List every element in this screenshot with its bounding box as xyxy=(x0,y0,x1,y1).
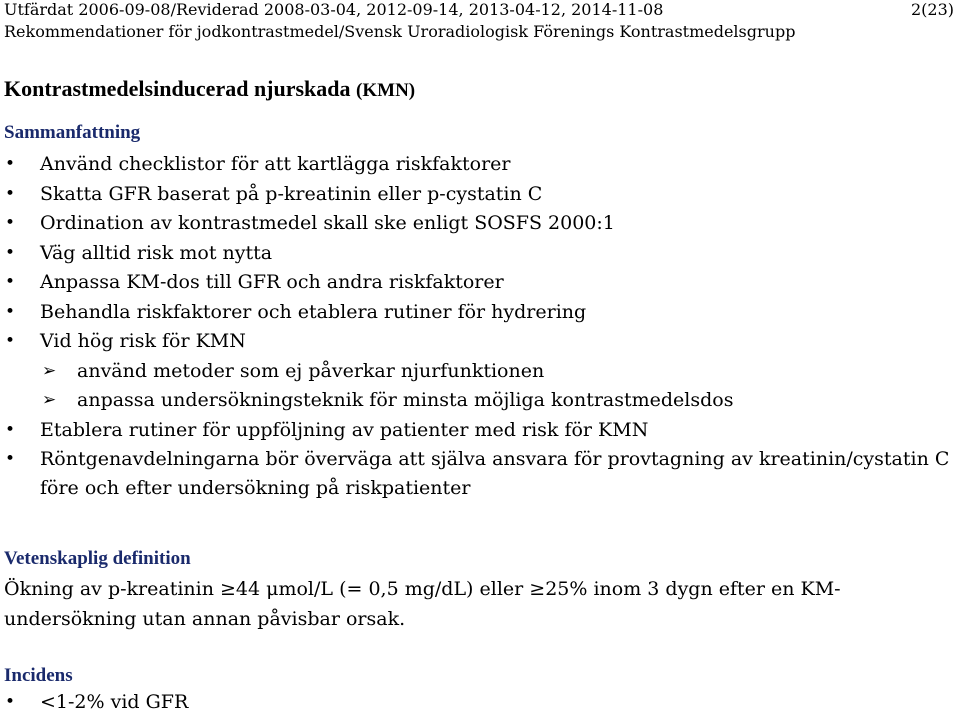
page-title xyxy=(4,75,415,105)
bullet-icon: • xyxy=(5,183,16,204)
definition-line-1: Ökning av p-kreatinin ≥44 μmol/L (= 0,5 mg/dL) eller ≥25% inom 3 dygn efter en KM- xyxy=(4,578,841,600)
page-title-abbr: (KMN) xyxy=(356,80,416,101)
incidence-heading: Incidens xyxy=(4,665,73,686)
list-item-text: Vid hög risk för KMN xyxy=(40,330,246,352)
list-item-text: Etablera rutiner för uppföljning av patienter med risk för KMN xyxy=(40,418,649,441)
bullet-icon: • xyxy=(5,301,16,322)
list-item-text: Röntgenavdelningarna bör överväga att själva ansvara för provtagning av kreatinin/cystatin C xyxy=(40,448,950,470)
sub-list-item-text: använd metoder som ej påverkar njurfunktionen xyxy=(77,359,545,382)
list-item-text: <1-2% vid GFR xyxy=(40,691,189,713)
summary-heading: Sammanfattning xyxy=(4,122,141,143)
list-item-text: Skatta GFR baserat på p-kreatinin eller p-cystatin C xyxy=(40,182,543,205)
bullet-icon: • xyxy=(5,419,16,440)
list-item-text: Väg alltid risk mot nytta xyxy=(40,241,273,264)
list-item-text: Anpassa KM-dos till GFR och andra riskfaktorer xyxy=(40,271,504,293)
page-title-main: Kontrastmedelsinducerad njurskada xyxy=(4,76,351,101)
bullet-icon: • xyxy=(5,692,16,712)
bullet-icon: • xyxy=(5,449,16,469)
page-number: 2(23) xyxy=(910,0,954,19)
bullet-icon: • xyxy=(5,213,16,233)
definition-heading: Vetenskaplig definition xyxy=(4,548,191,569)
header-issue-dates: Utfärdat 2006-09-08/Reviderad 2008-03-04, 2012-09-14, 2013-04-12, 2014-11-08 xyxy=(4,0,664,19)
list-item-text: Använd checklistor för att kartlägga riskfaktorer xyxy=(40,153,511,175)
list-item-text-continued: före och efter undersökning på riskpatienter xyxy=(40,477,471,499)
bullet-icon: • xyxy=(5,154,16,174)
bullet-icon: • xyxy=(5,272,16,292)
definition-line-2: undersökning utan annan påvisbar orsak. xyxy=(4,608,406,630)
bullet-icon: • xyxy=(5,242,16,263)
header-subtitle: Rekommendationer för jodkontrastmedel/Svensk Uroradiologisk Förenings Kontrastmedelsgrupp xyxy=(4,22,796,41)
sub-list-item-text: anpassa undersökningsteknik för minsta möjliga kontrastmedelsdos xyxy=(77,389,734,411)
arrow-bullet-icon: ➢ xyxy=(42,390,57,410)
definition-text xyxy=(4,574,841,634)
list-item-text: Behandla riskfaktorer och etablera rutiner för hydrering xyxy=(40,300,587,323)
bullet-icon: • xyxy=(5,331,16,351)
arrow-bullet-icon: ➢ xyxy=(42,360,57,381)
list-item-text: Ordination av kontrastmedel skall ske enligt SOSFS 2000:1 xyxy=(40,212,615,234)
